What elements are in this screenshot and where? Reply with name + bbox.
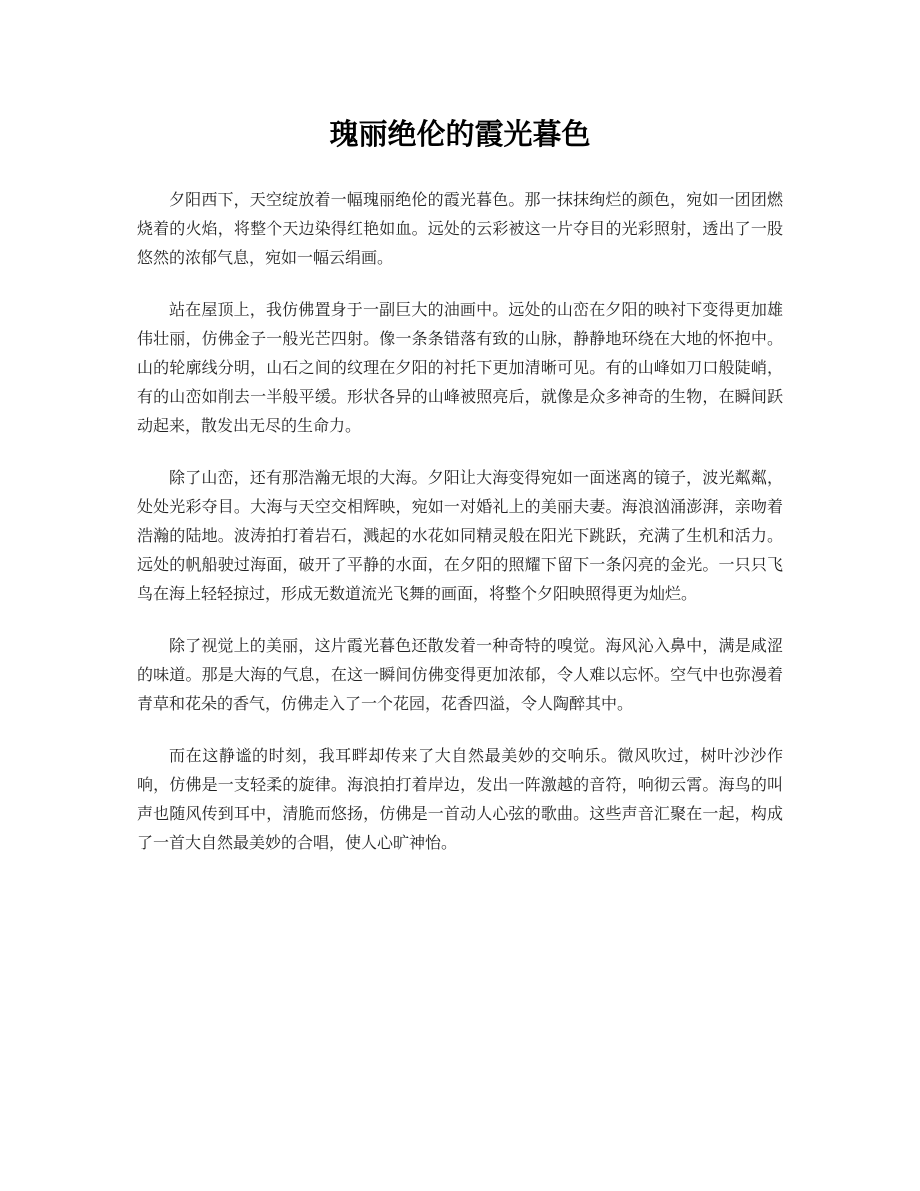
paragraph-4: 除了视觉上的美丽，这片霞光暮色还散发着一种奇特的嗅觉。海风沁入鼻中，满是咸涩的味道。那是大海的气息，在这一瞬间仿佛变得更加浓郁，令人难以忘怀。空气中也弥漫着青草和花朵的香气，仿佛走入了一个花园，花香四溢，令人陶醉其中。	[137, 636, 783, 713]
paragraph-3: 除了山峦，还有那浩瀚无垠的大海。夕阳让大海变得宛如一面迷离的镜子，波光粼粼，处处光彩夺目。大海与天空交相辉映，宛如一对婚礼上的美丽夫妻。海浪汹涌澎湃，亲吻着浩瀚的陆地。波涛拍打着岩石，溅起的水花如同精灵般在阳光下跳跃，充满了生机和活力。远处的帆船驶过海面，破开了平静的水面，在夕阳的照耀下留下一条闪亮的金光。一只只飞鸟在海上轻轻掠过，形成无数道流光飞舞的画面，将整个夕阳映照得更为灿烂。	[137, 468, 783, 603]
document-body	[137, 185, 783, 857]
paragraph-2: 站在屋顶上，我仿佛置身于一副巨大的油画中。远处的山峦在夕阳的映衬下变得更加雄伟壮丽，仿佛金子一般光芒四射。像一条条错落有致的山脉，静静地环绕在大地的怀抱中。山的轮廓线分明，山石之间的纹理在夕阳的衬托下更加清晰可见。有的山峰如刀口般陡峭，有的山峦如削去一半般平缓。形状各异的山峰被照亮后，就像是众多神奇的生物，在瞬间跃动起来，散发出无尽的生命力。	[137, 300, 783, 435]
paragraph-5: 而在这静谧的时刻，我耳畔却传来了大自然最美妙的交响乐。微风吹过，树叶沙沙作响，仿佛是一支轻柔的旋律。海浪拍打着岸边，发出一阵激越的音符，响彻云霄。海鸟的叫声也随风传到耳中，清脆而悠扬，仿佛是一首动人心弦的歌曲。这些声音汇聚在一起，构成了一首大自然最美妙的合唱，使人心旷神怡。	[137, 746, 783, 852]
paragraph-1: 夕阳西下，天空绽放着一幅瑰丽绝伦的霞光暮色。那一抹抹绚烂的颜色，宛如一团团燃烧着的火焰，将整个天边染得红艳如血。远处的云彩被这一片夺目的光彩照射，透出了一股悠然的浓郁气息，宛如一幅云绢画。	[137, 190, 783, 267]
document-title: 瑰丽绝伦的霞光暮色	[329, 117, 591, 151]
